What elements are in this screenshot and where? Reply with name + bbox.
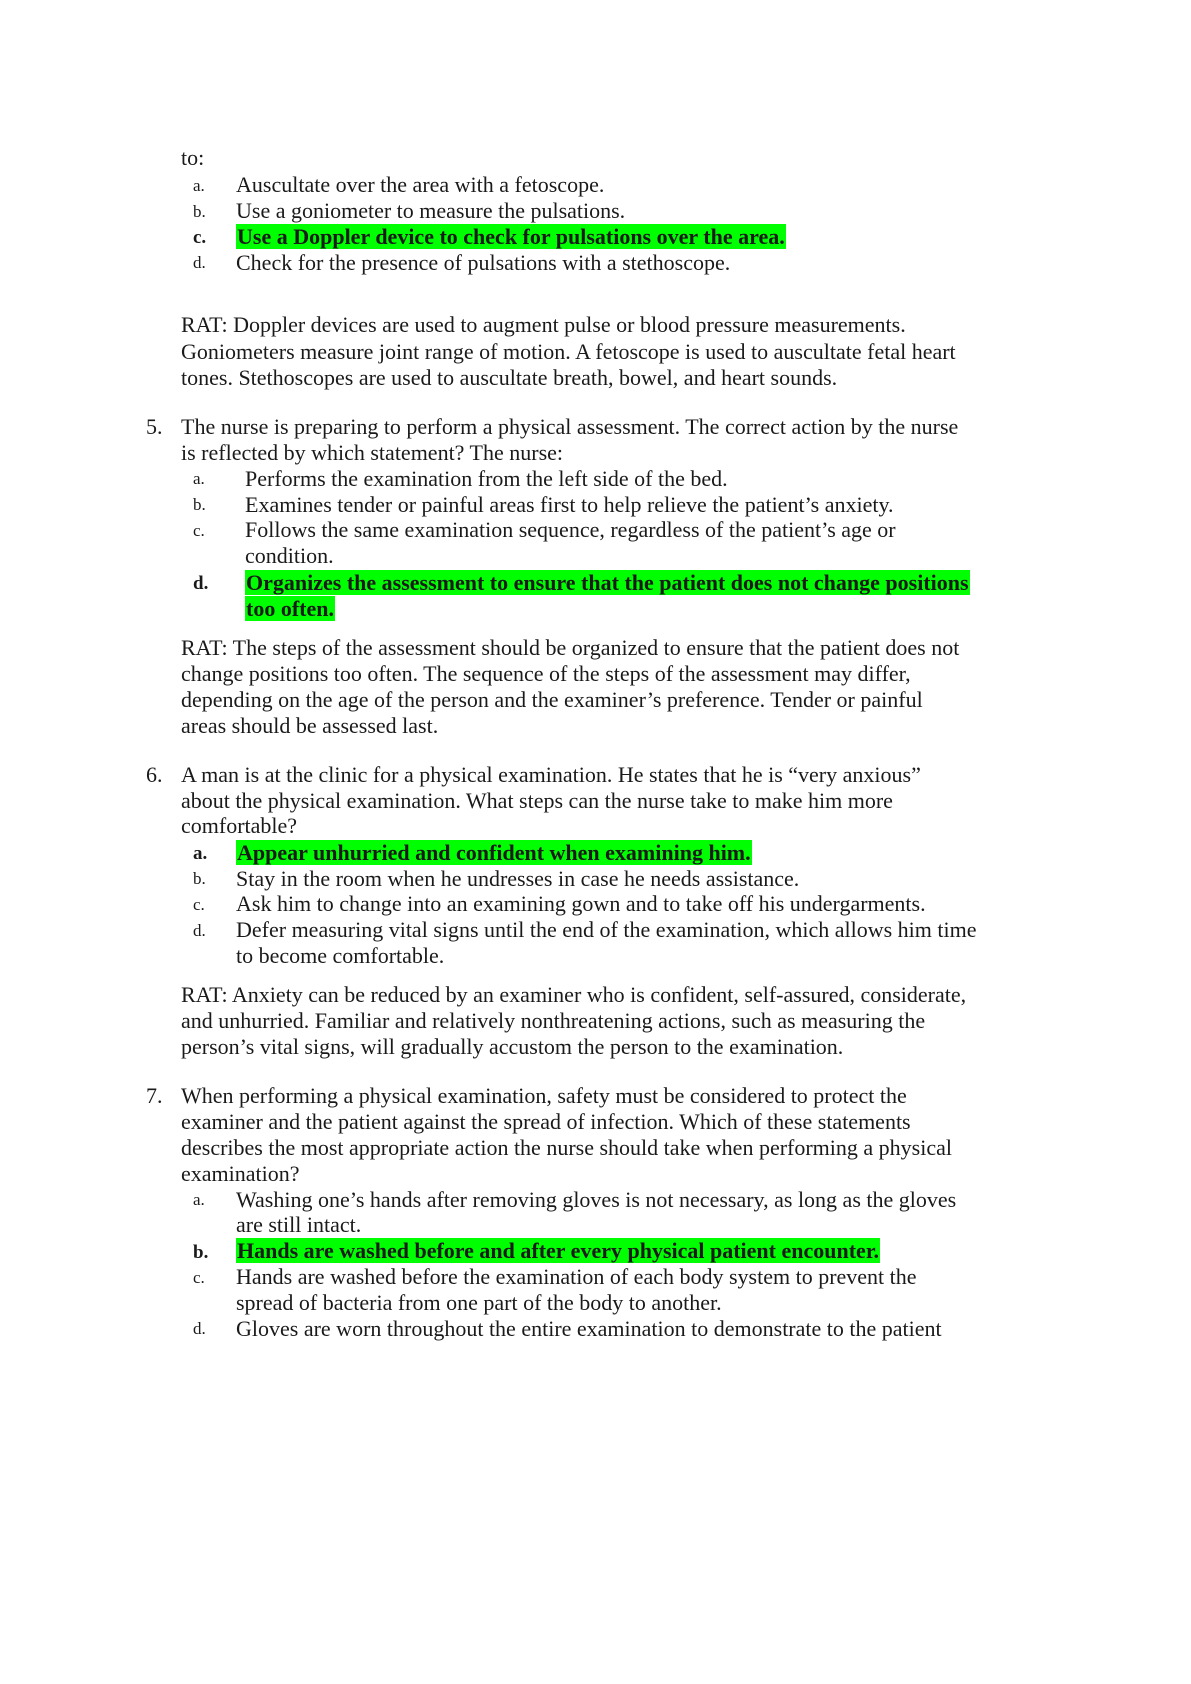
correct-answer-highlight: Appear unhurried and confident when examining him. (237, 840, 751, 865)
option-text: Gloves are worn throughout the entire examination to demonstrate to the patient (236, 1316, 942, 1341)
option-text: Auscultate over the area with a fetoscope. (236, 172, 605, 197)
rationale-line: depending on the age of the person and the examiner’s preference. Tender or painful (181, 687, 923, 712)
correct-answer-highlight: Use a Doppler device to check for pulsations over the area. (237, 224, 785, 249)
question-number: 6. (146, 762, 163, 787)
rationale-line: person’s vital signs, will gradually accustom the person to the examination. (181, 1034, 844, 1059)
question-stem-line: The nurse is preparing to perform a physical assessment. The correct action by the nurse (181, 414, 959, 439)
option-letter: c. (193, 895, 205, 914)
option-text: Defer measuring vital signs until the end of the examination, which allows him time (236, 917, 977, 942)
rationale-line: RAT: Doppler devices are used to augment pulse or blood pressure measurements. (181, 312, 906, 337)
option-letter: d. (193, 921, 206, 940)
option-letter: b. (193, 202, 206, 221)
question-stem-line: When performing a physical examination, safety must be considered to protect the (181, 1083, 907, 1108)
option-letter: b. (193, 869, 206, 888)
option-letter: a. (193, 1190, 205, 1209)
option-text: spread of bacteria from one part of the body to another. (236, 1290, 722, 1315)
question-stem-line: about the physical examination. What steps can the nurse take to make him more (181, 788, 893, 813)
option-text: are still intact. (236, 1212, 362, 1237)
question-stem-line: A man is at the clinic for a physical examination. He states that he is “very anxious” (181, 762, 921, 787)
rationale-line: RAT: The steps of the assessment should be organized to ensure that the patient does not (181, 635, 960, 660)
option-letter: c. (193, 521, 205, 540)
rationale-line: RAT: Anxiety can be reduced by an examiner who is confident, self-assured, considerate, (181, 982, 967, 1007)
option-letter: c. (193, 1268, 205, 1287)
option-letter: d. (193, 253, 206, 272)
question-stem-line: describes the most appropriate action the nurse should take when performing a physical (181, 1135, 952, 1160)
question-stem-line: comfortable? (181, 813, 298, 838)
question-number: 7. (146, 1083, 163, 1108)
correct-answer-highlight: too often. (246, 596, 334, 621)
correct-answer-highlight: Hands are washed before and after every physical patient encounter. (237, 1238, 880, 1263)
question-stem-line: is reflected by which statement? The nurse: (181, 440, 564, 465)
option-text: Ask him to change into an examining gown and to take off his undergarments. (236, 891, 926, 916)
option-text: to become comfortable. (236, 943, 445, 968)
option-text: Examines tender or painful areas first to help relieve the patient’s anxiety. (245, 492, 894, 517)
rationale-line: change positions too often. The sequence of the steps of the assessment may differ, (181, 661, 911, 686)
option-letter: d. (193, 573, 209, 594)
option-letter: d. (193, 1319, 206, 1338)
option-letter: b. (193, 1242, 209, 1263)
option-text: Performs the examination from the left side of the bed. (245, 466, 728, 491)
option-text: Washing one’s hands after removing gloves is not necessary, as long as the gloves (236, 1187, 957, 1212)
question-stem-line: examination? (181, 1161, 300, 1186)
option-text: Follows the same examination sequence, regardless of the patient’s age or (245, 517, 896, 542)
option-letter: a. (193, 469, 205, 488)
rationale-line: and unhurried. Familiar and relatively nonthreatening actions, such as measuring the (181, 1008, 926, 1033)
option-letter: b. (193, 495, 206, 514)
option-text: Stay in the room when he undresses in case he needs assistance. (236, 866, 800, 891)
option-letter: a. (193, 843, 208, 864)
correct-answer-highlight: Organizes the assessment to ensure that the patient does not change positions (246, 570, 969, 595)
option-letter: c. (193, 227, 207, 248)
option-text: Hands are washed before the examination of each body system to prevent the (236, 1264, 917, 1289)
rationale-line: Goniometers measure joint range of motion. A fetoscope is used to auscultate fetal heart (181, 339, 956, 364)
question-number: 5. (146, 414, 163, 439)
option-text: condition. (245, 543, 334, 568)
rationale-line: areas should be assessed last. (181, 713, 439, 738)
question-stem-line: examiner and the patient against the spread of infection. Which of these statements (181, 1109, 911, 1134)
option-text: Check for the presence of pulsations with a stethoscope. (236, 250, 731, 275)
option-text: Use a goniometer to measure the pulsations. (236, 198, 626, 223)
question-4-stem-tail: to: (181, 145, 205, 170)
rationale-line: tones. Stethoscopes are used to auscultate breath, bowel, and heart sounds. (181, 365, 838, 390)
option-letter: a. (193, 176, 205, 195)
